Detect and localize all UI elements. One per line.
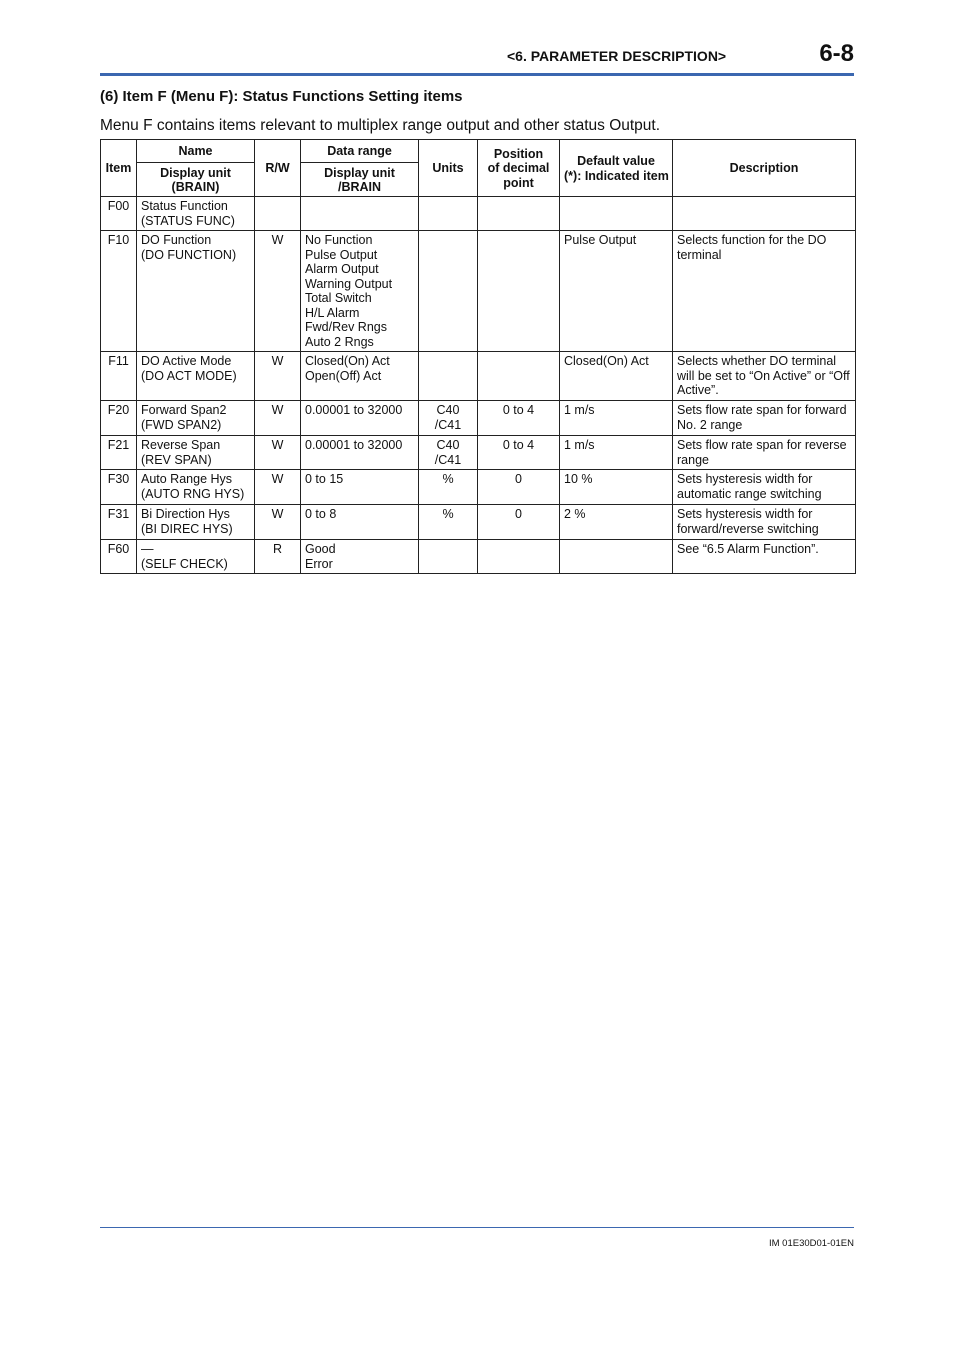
table-row [101, 231, 856, 352]
header-range-sub-line: /BRAIN [337, 180, 382, 194]
cell-name-line: (AUTO RNG HYS) [141, 486, 245, 501]
cell-units [419, 352, 478, 401]
parameter-table [100, 139, 856, 574]
cell-range-line: Warning Output [305, 276, 393, 291]
section-title: (6) Item F (Menu F): Status Functions Setting items [100, 88, 463, 105]
cell-item: F10 [101, 231, 137, 352]
cell-position [478, 231, 560, 352]
running-header-section: <6. PARAMETER DESCRIPTION> [507, 48, 727, 64]
cell-position: 0 [478, 470, 560, 505]
cell-position: 0 to 4 [478, 436, 560, 470]
cell-range-line: 0.00001 to 32000 [305, 438, 403, 452]
cell-position [478, 540, 560, 574]
cell-name-line: (SELF CHECK) [141, 556, 228, 571]
header-name-sub-line: Display unit [160, 165, 231, 180]
header-position [478, 140, 560, 197]
cell-name-line: Forward Span2 [141, 403, 227, 417]
cell-position [478, 197, 560, 231]
cell-name-line: (DO ACT MODE) [141, 368, 237, 383]
page-number: 6-8 [819, 40, 854, 67]
cell-item: F20 [101, 401, 137, 436]
cell-range-line: Closed(On) Act [305, 354, 390, 368]
cell-name-line: (BI DIREC HYS) [141, 521, 233, 536]
cell-description: Sets hysteresis width for automatic range switching [673, 470, 856, 505]
cell-position [478, 352, 560, 401]
cell-item: F31 [101, 505, 137, 540]
cell-data-range [301, 197, 419, 231]
cell-name [137, 401, 255, 436]
cell-name [137, 470, 255, 505]
cell-data-range [301, 401, 419, 436]
table-row [101, 505, 856, 540]
header-rw: R/W [255, 140, 301, 197]
cell-units [419, 540, 478, 574]
header-default-line: (*): Indicated item [564, 168, 669, 183]
cell-range-line: 0.00001 to 32000 [305, 403, 403, 417]
cell-name-line: (DO FUNCTION) [141, 247, 237, 262]
cell-units [419, 231, 478, 352]
header-default [560, 140, 673, 197]
cell-name-line: — [141, 542, 154, 556]
header-position-line: point [503, 175, 534, 190]
header-description: Description [673, 140, 856, 197]
header-name: Name [137, 140, 255, 163]
cell-rw: W [255, 470, 301, 505]
cell-name [137, 505, 255, 540]
header-item: Item [101, 140, 137, 197]
cell-units [419, 470, 478, 505]
cell-default: 2 % [560, 505, 673, 540]
cell-units-line: /C41 [434, 417, 462, 432]
cell-item: F00 [101, 197, 137, 231]
cell-name [137, 197, 255, 231]
cell-name-line: Bi Direction Hys [141, 507, 230, 521]
cell-range-line: 0 to 8 [305, 507, 337, 521]
cell-range-line: Good [305, 542, 336, 556]
cell-rw [255, 197, 301, 231]
cell-range-line: H/L Alarm [305, 305, 360, 320]
header-name-sub-line: (BRAIN) [171, 180, 220, 194]
cell-item: F11 [101, 352, 137, 401]
cell-name-line: DO Active Mode [141, 354, 232, 368]
header-range-sub-line: Display unit [324, 165, 395, 180]
header-position-line: Position [493, 146, 544, 161]
table-row [101, 197, 856, 231]
table-body [101, 197, 856, 574]
table-row [101, 540, 856, 574]
cell-name-line: Reverse Span [141, 438, 221, 452]
cell-description: See “6.5 Alarm Function”. [673, 540, 856, 574]
table-row [101, 470, 856, 505]
cell-name-line: DO Function [141, 233, 212, 247]
header-position-line: of decimal [487, 161, 550, 176]
cell-default [560, 540, 673, 574]
cell-data-range [301, 352, 419, 401]
header-default-line: Default value [577, 154, 655, 168]
cell-range-line: Open(Off) Act [305, 368, 382, 383]
cell-range-line: Total Switch [305, 291, 372, 305]
cell-default: 1 m/s [560, 436, 673, 470]
header-data-range-sub [301, 163, 419, 197]
cell-item: F30 [101, 470, 137, 505]
cell-units [419, 401, 478, 436]
cell-data-range [301, 436, 419, 470]
cell-data-range [301, 231, 419, 352]
cell-item: F60 [101, 540, 137, 574]
cell-data-range [301, 540, 419, 574]
cell-position: 0 to 4 [478, 401, 560, 436]
table-row [101, 401, 856, 436]
cell-default: 10 % [560, 470, 673, 505]
cell-default [560, 197, 673, 231]
cell-units-line: /C41 [434, 452, 462, 467]
intro-paragraph: Menu F contains items relevant to multiplex range output and other status Output. [100, 117, 661, 134]
header-units: Units [419, 140, 478, 197]
cell-name-line: Auto Range Hys [141, 472, 233, 486]
cell-name [137, 540, 255, 574]
cell-name-line: (REV SPAN) [141, 452, 212, 467]
cell-units [419, 197, 478, 231]
cell-description: Sets flow rate span for reverse range [673, 436, 856, 470]
cell-range-line: Error [305, 556, 333, 571]
cell-rw: W [255, 352, 301, 401]
cell-units-line: C40 [436, 403, 460, 417]
cell-rw: W [255, 505, 301, 540]
table-row [101, 436, 856, 470]
cell-description: Selects function for the DO terminal [673, 231, 856, 352]
header-name-sub [137, 163, 255, 197]
cell-range-line: Alarm Output [305, 262, 379, 276]
cell-rw: W [255, 436, 301, 470]
cell-units [419, 505, 478, 540]
cell-default: Closed(On) Act [560, 352, 673, 401]
cell-name [137, 436, 255, 470]
cell-item: F21 [101, 436, 137, 470]
cell-range-line: 0 to 15 [305, 472, 344, 486]
table-row [101, 352, 856, 401]
cell-name-line: Status Function [141, 199, 228, 213]
cell-rw: W [255, 401, 301, 436]
cell-data-range [301, 505, 419, 540]
cell-range-line: Auto 2 Rngs [305, 334, 374, 349]
cell-units-line: % [442, 472, 454, 486]
cell-position: 0 [478, 505, 560, 540]
cell-name-line: (FWD SPAN2) [141, 417, 222, 432]
cell-units-line: C40 [436, 438, 460, 452]
cell-description: Selects whether DO terminal will be set to “On Active” or “Off Active”. [673, 352, 856, 401]
cell-rw: R [255, 540, 301, 574]
cell-range-line: No Function [305, 233, 373, 247]
cell-units-line: % [442, 507, 454, 521]
cell-units [419, 436, 478, 470]
cell-name-line: (STATUS FUNC) [141, 213, 235, 228]
cell-description [673, 197, 856, 231]
header-divider [100, 73, 854, 76]
cell-name [137, 231, 255, 352]
cell-description: Sets flow rate span for forward No. 2 range [673, 401, 856, 436]
cell-range-line: Fwd/Rev Rngs [305, 320, 387, 334]
header-data-range: Data range [301, 140, 419, 163]
cell-rw: W [255, 231, 301, 352]
cell-default: Pulse Output [560, 231, 673, 352]
cell-name [137, 352, 255, 401]
cell-description: Sets hysteresis width for forward/reverse switching [673, 505, 856, 540]
document-id: IM 01E30D01-01EN [768, 1238, 854, 1249]
footer-divider [100, 1227, 854, 1228]
cell-default: 1 m/s [560, 401, 673, 436]
cell-range-line: Pulse Output [305, 247, 378, 262]
cell-data-range [301, 470, 419, 505]
